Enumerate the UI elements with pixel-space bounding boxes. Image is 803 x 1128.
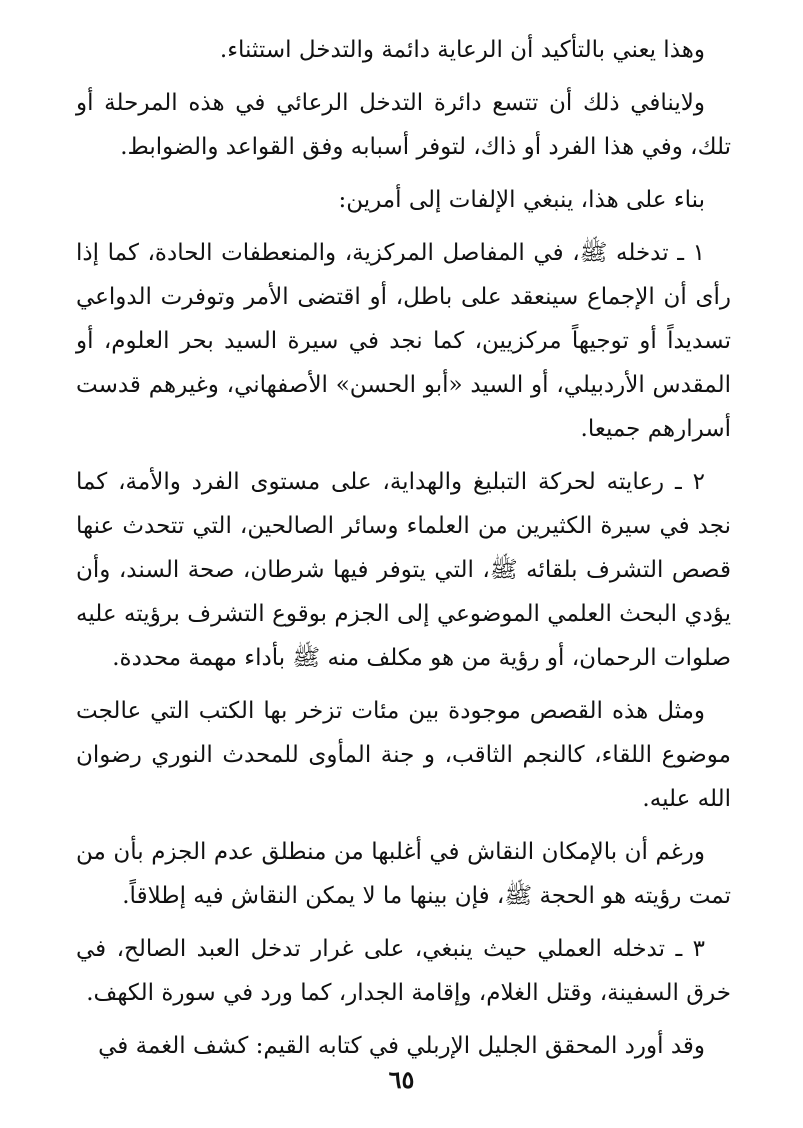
paragraph-intro: وهذا يعني بالتأكيد أن الرعاية دائمة والتدخل استثناء. bbox=[219, 37, 705, 63]
paragraph-citation: وقد أورد المحقق الجليل الإربلي في كتابه القيم: كشف الغمة في bbox=[98, 1033, 705, 1059]
paragraph-point-2: ٢ ـ رعايته لحركة التبليغ والهداية، على مستوى الفرد والأمة، كما نجد في سيرة الكثيرين من العلماء وسائر الصالحين، التي تتحدث عنها قصص التشرف بلقائه ﷺ، التي يتوفر فيها شرطان، صحة السند، وأن يؤدي البحث العلمي الموضوعي إلى الجزم بوقوع التشرف برؤيته عليه صلوات الرحمان، أو رؤية من هو مكلف منه ﷺ بأداء مهمة محددة. bbox=[76, 469, 731, 671]
paragraph-point-3: ٣ ـ تدخله العملي حيث ينبغي، على غرار تدخل العبد الصالح، في خرق السفينة، وقتل الغلام، وإقامة الجدار، كما ورد في سورة الكهف. bbox=[76, 936, 731, 1006]
body-text bbox=[76, 28, 731, 1077]
paragraph-scope: ولاينافي ذلك أن تتسع دائرة التدخل الرعائي في هذه المرحلة أو تلك، وفي هذا الفرد أو ذاك، لتوفر أسبابه وفق القواعد والضوابط. bbox=[76, 90, 731, 160]
paragraph-point-1: ١ ـ تدخله ﷺ، في المفاصل المركزية، والمنعطفات الحادة، كما إذا رأى أن الإجماع سينعقد على باطل، أو اقتضى الأمر وتوفرت الدواعي تسديداً أو توجيهاً مركزيين، كما نجد في سيرة السيد بحر العلوم، أو المقدس الأردبيلي، أو السيد «أبو الحسن» الأصفهاني، وغيرهم قدست أسرارهم جميعا. bbox=[76, 240, 731, 442]
paragraph-discussion: ورغم أن بالإمكان النقاش في أغلبها من منطلق عدم الجزم بأن من تمت رؤيته هو الحجة ﷺ، فإن بينها ما لا يمكن النقاش فيه إطلاقاً. bbox=[76, 839, 731, 909]
paragraph-two-matters: بناء على هذا، ينبغي الإلفات إلى أمرين: bbox=[338, 187, 705, 213]
page-number: ٦٥ bbox=[388, 1065, 415, 1094]
paragraph-stories: ومثل هذه القصص موجودة بين مئات تزخر بها الكتب التي عالجت موضوع اللقاء، كالنجم الثاقب، و جنة المأوى للمحدث النوري رضوان الله عليه. bbox=[76, 698, 731, 812]
